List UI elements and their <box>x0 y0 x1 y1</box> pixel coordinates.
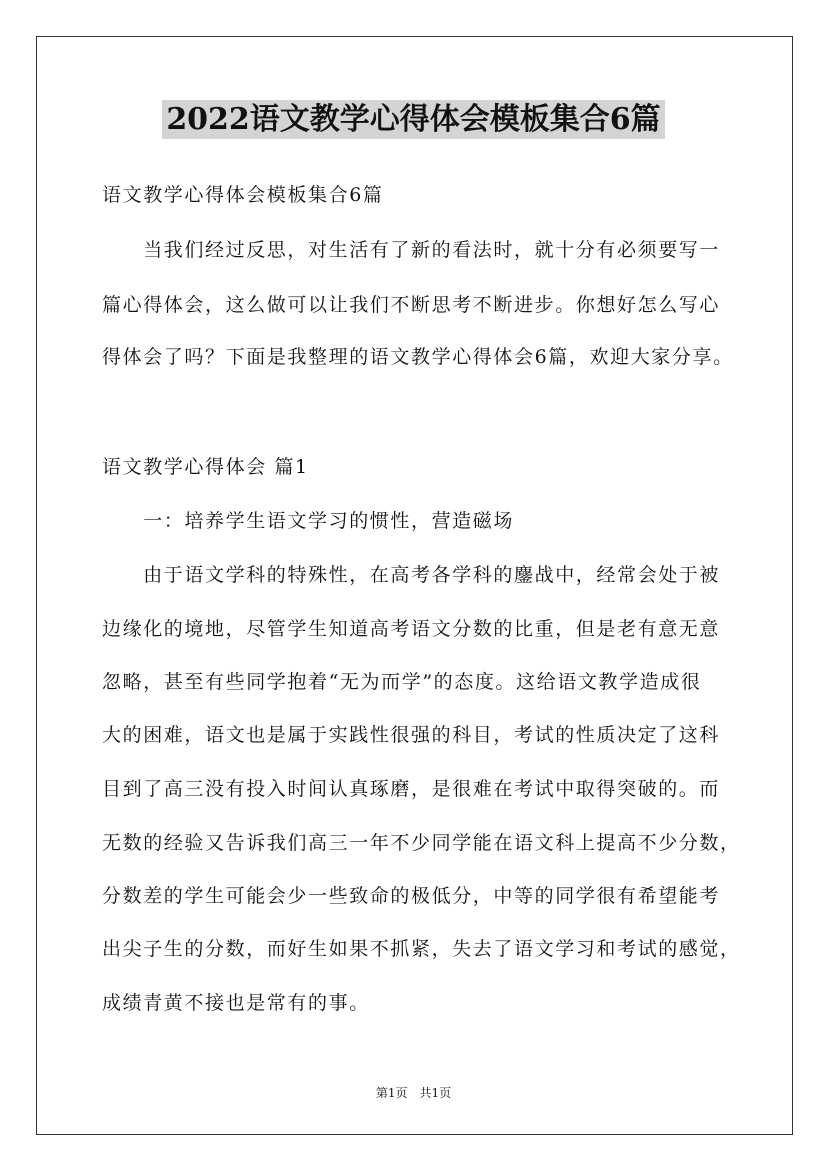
paragraph-line: 目到了高三没有投入时间认真琢磨，是很难在考试中取得突破的。而 <box>102 778 721 800</box>
paragraph-line: 边缘化的境地，尽管学生知道高考语文分数的比重，但是老有意无意 <box>102 618 721 640</box>
paragraph-line: 得体会了吗？下面是我整理的语文教学心得体会6篇，欢迎大家分享。 <box>102 346 734 368</box>
paragraph-line: 成绩青黄不接也是常有的事。 <box>102 992 370 1014</box>
paragraph-line: 当我们经过反思，对生活有了新的看法时，就十分有必须要写一 <box>102 239 721 261</box>
document-title-wrap <box>0 100 827 140</box>
paragraph-line: 由于语文学科的特殊性，在高考各学科的鏖战中，经常会处于被 <box>102 564 721 586</box>
paragraph-line: 大的困难，语文也是属于实践性很强的科目，考试的性质决定了这科 <box>102 724 721 746</box>
paragraph-line: 分数差的学生可能会少一些致命的极低分，中等的同学很有希望能考 <box>102 885 721 907</box>
page-footer: 第1页 共1页 <box>375 1086 452 1100</box>
subtitle-line: 语文教学心得体会模板集合6篇 <box>102 184 384 206</box>
paragraph-line: 忽略，甚至有些同学抱着“无为而学”的态度。这给语文教学造成很 <box>102 671 702 693</box>
paragraph-line: 无数的经验又告诉我们高三一年不少同学能在语文科上提高不少分数， <box>102 832 741 854</box>
subsection-heading: 一：培养学生语文学习的惯性，营造磁场 <box>102 510 515 532</box>
paragraph-line: 篇心得体会，这么做可以让我们不断思考不断进步。你想好怎么写心 <box>102 294 721 316</box>
section-heading: 语文教学心得体会 篇1 <box>102 456 309 478</box>
paragraph-line: 出尖子生的分数，而好生如果不抓紧，失去了语文学习和考试的感觉， <box>102 938 741 960</box>
document-title: 2022语文教学心得体会模板集合6篇 <box>162 100 664 139</box>
